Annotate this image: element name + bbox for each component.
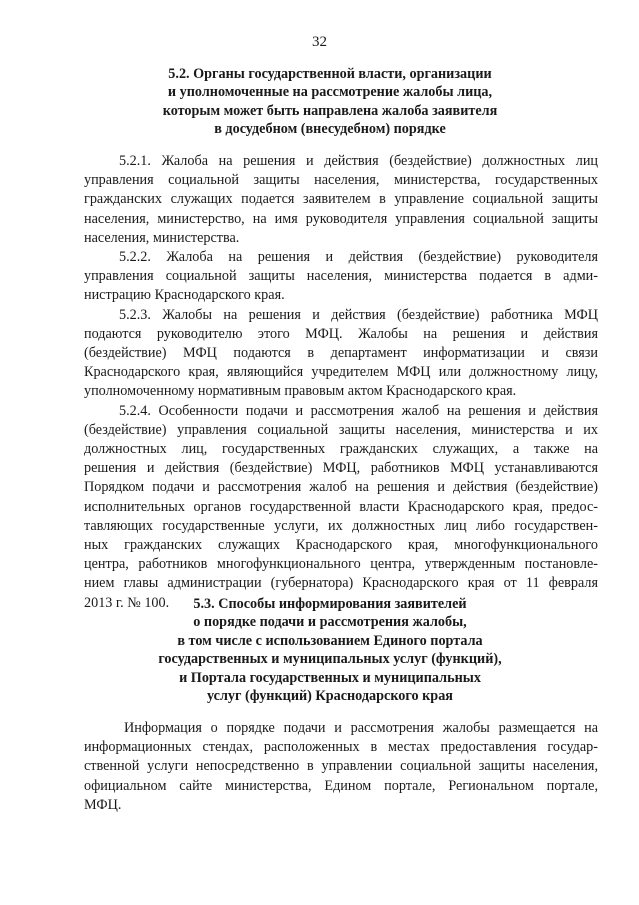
paragraph-5-2-3 [84, 306, 598, 402]
text-line: 5.2.2. Жалоба на решения и действия (бездействие) руководителя [119, 249, 598, 266]
text-line: нистрацию Краснодарского края. [84, 287, 285, 304]
text-line: 2013 г. № 100. [84, 594, 170, 611]
text-line: исполнительных органов государственной власти Краснодарского края, предос- [84, 498, 598, 515]
text-line: подаются руководителю этого МФЦ. Жалобы на решения и действия [84, 325, 598, 342]
text-line: 5.2.3. Жалобы на решения и действия (бездействие) работника МФЦ [119, 306, 598, 323]
section-5-2-heading [90, 65, 570, 139]
heading-line: и уполномоченные на рассмотрение жалобы лица, [167, 84, 493, 101]
text-line: 5.2.4. Особенности подачи и рассмотрения жалоб на решения и действия [119, 402, 598, 419]
text-line: управления социальной защиты населения, министерства подается в адми- [84, 268, 598, 285]
text-line: (бездействие) управления социальной защиты населения, министерства и их [84, 421, 598, 438]
text-line: уполномоченному нормативным правовым актом Краснодарского края. [84, 383, 517, 400]
heading-line: о порядке подачи и рассмотрения жалобы, [193, 614, 467, 631]
text-line: тавляющих государственные услуги, их должностных лиц либо государствен- [84, 517, 598, 534]
paragraph-5-2-2 [84, 248, 598, 306]
text-line: информационных стендах, расположенных в местах предоставления государ- [84, 739, 598, 756]
heading-line: в досудебном (внесудебном) порядке [214, 121, 446, 138]
text-line: гражданских служащих подается заявителем в управление социальной защиты [84, 191, 598, 208]
text-line: официальном сайте министерства, Едином портале, Региональном портале, [84, 777, 598, 794]
text-line: населения, министерство, на имя руководителя управления социальной защиты [84, 210, 598, 227]
text-line: МФЦ. [84, 796, 122, 813]
text-line: 5.2.1. Жалоба на решения и действия (бездействие) должностных лиц [119, 153, 598, 169]
text-line: населения, министерства. [84, 229, 240, 246]
section-5-3-body [84, 719, 598, 815]
page-number: 32 [312, 34, 327, 50]
text-line: Краснодарского края, являющийся учредителем МФЦ или должностному лицу, [84, 364, 598, 381]
heading-line: услуг (функций) Краснодарского края [207, 688, 453, 705]
heading-line: которым может быть направлена жалоба заявителя [162, 102, 498, 119]
section-5-2-body [84, 152, 598, 613]
text-line: должностных лиц, государственных гражданских служащих, а также на [84, 441, 598, 458]
heading-line: в том числе с использованием Единого портала [177, 632, 483, 649]
text-line: центра, работников многофункционального центра, утвержденным постановле- [84, 556, 598, 573]
text-line: управления социальной защиты населения, министерства, государственных [84, 172, 598, 189]
text-line: нием главы администрации (губернатора) Краснодарского края от 11 февраля [84, 575, 598, 592]
heading-line: 5.2. Органы государственной власти, организации [168, 66, 492, 82]
heading-line: государственных и муниципальных услуг (функций), [158, 651, 502, 668]
text-line: Информация о порядке подачи и рассмотрения жалобы размещается на [124, 720, 598, 736]
heading-line: 5.3. Способы информирования заявителей [193, 596, 467, 612]
text-line: ственной услуги непосредственно в управлении социальной защиты населения, [84, 758, 598, 775]
paragraph-5-2-1 [84, 152, 598, 248]
text-line: (бездействие) МФЦ подаются в департамент информатизации и связи [84, 345, 598, 362]
text-line: Порядком подачи и рассмотрения жалоб на решения и действия (бездействие) [84, 479, 598, 496]
text-line: ных гражданских служащих Краснодарского края, многофункционального [84, 537, 598, 554]
paragraph-5-2-4 [84, 402, 598, 613]
section-5-3-heading [90, 595, 570, 705]
heading-line: и Портала государственных и муниципальных [179, 669, 481, 686]
text-line: решения и действия (бездействие) МФЦ, работников МФЦ устанавливаются [84, 460, 598, 477]
paragraph-5-3 [84, 719, 598, 815]
